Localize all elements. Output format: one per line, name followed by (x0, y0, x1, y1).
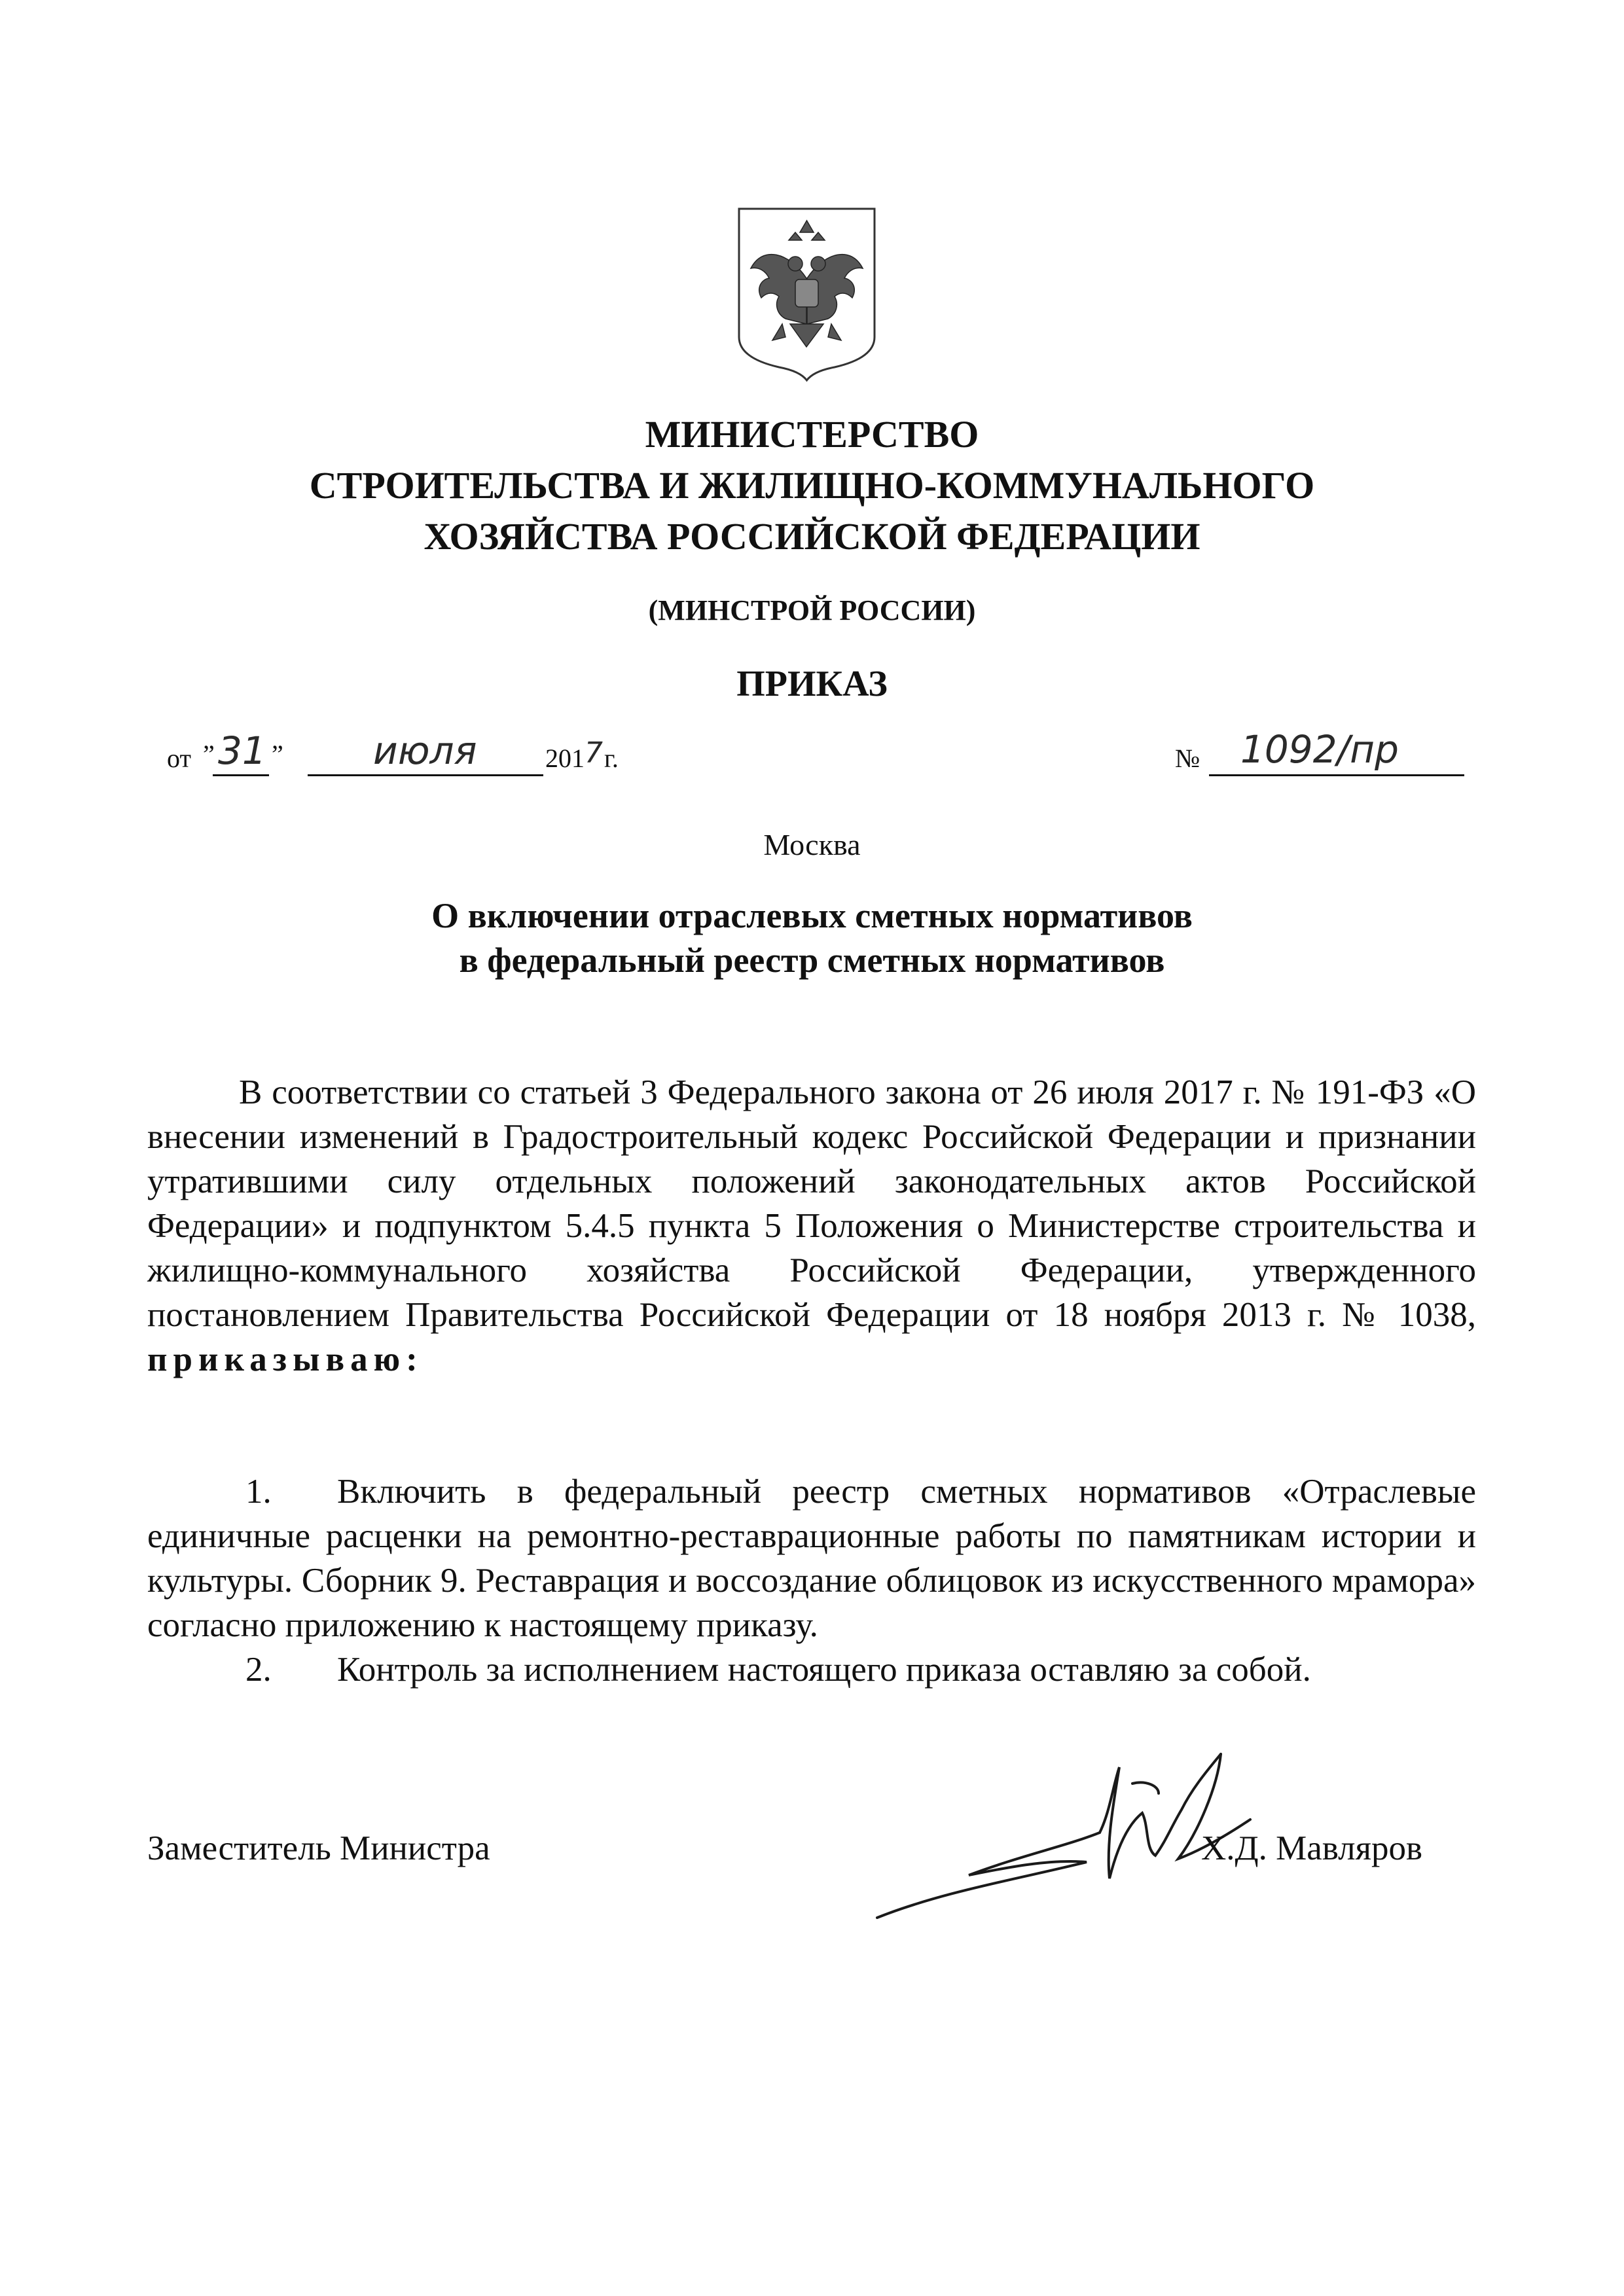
item-number: 1. (245, 1473, 272, 1511)
date-month: июля (373, 728, 477, 773)
date-prefix: от (167, 744, 191, 773)
close-quote: ” (272, 740, 283, 769)
signer-name: Х.Д. Мавляров (1201, 1829, 1423, 1867)
number-sign: № (1175, 744, 1200, 773)
order-item (147, 1647, 1476, 1692)
signer-position: Заместитель Министра (147, 1829, 490, 1867)
order-items (147, 1469, 1476, 1692)
ministry-name (0, 409, 1624, 562)
item-text: Включить в федеральный реестр сметных нормативов «Отраслевые единичные расценки на ремонтно-реставрационные работы по памятникам истории и культуры. Сборник 9. Реставрация и воссоздание облицовок из искусственного мрамора» согласно приложению к настоящему приказу. (147, 1473, 1476, 1644)
org-line-2: СТРОИТЕЛЬСТВА И ЖИЛИЩНО-КОММУНАЛЬНОГО (309, 464, 1315, 507)
number-underline (1209, 774, 1464, 776)
date-day: 31 (218, 728, 266, 773)
number-value: 1092/пр (1240, 727, 1399, 772)
title-line-2: в федеральный реестр сметных нормативов (459, 941, 1165, 980)
order-preamble (147, 1070, 1476, 1382)
day-underline (213, 774, 269, 776)
coat-of-arms-icon (736, 206, 877, 383)
order-title (0, 893, 1624, 982)
document-type: ПРИКАЗ (736, 664, 888, 704)
city: Москва (763, 828, 861, 861)
title-line-1: О включении отраслевых сметных нормативов (431, 896, 1193, 935)
date-year-hand: 7 (585, 736, 603, 770)
order-item (147, 1469, 1476, 1647)
date-year-suffix: г. (604, 744, 619, 773)
org-line-3: ХОЗЯЙСТВА РОССИЙСКОЙ ФЕДЕРАЦИИ (424, 515, 1200, 558)
item-text: Контроль за исполнением настоящего приказа оставляю за собой. (337, 1651, 1311, 1689)
item-number: 2. (245, 1651, 272, 1689)
open-quote: ” (203, 740, 215, 769)
date-year: 201 (545, 744, 585, 773)
org-line-1: МИНИСТЕРСТВО (645, 413, 979, 456)
ministry-short-name: (МИНСТРОЙ РОССИИ) (648, 594, 976, 626)
month-underline (308, 774, 543, 776)
directive: приказываю: (147, 1340, 424, 1378)
preamble-text: В соответствии со статьей 3 Федерального закона от 26 июля 2017 г. № 191-ФЗ «О внесении изменений в Градостроительный кодекс Российской Федерации и признании утратившими силу отдельных положений законодательных актов Российской Федерации» и подпунктом 5.4.5 пункта 5 Положения о Министерстве строительства и жилищно-коммунального хозяйства Российской Федерации, утвержденного постановлением Правительства Российской Федерации от 18 ноября 2013 г. № 1038, (147, 1073, 1476, 1334)
